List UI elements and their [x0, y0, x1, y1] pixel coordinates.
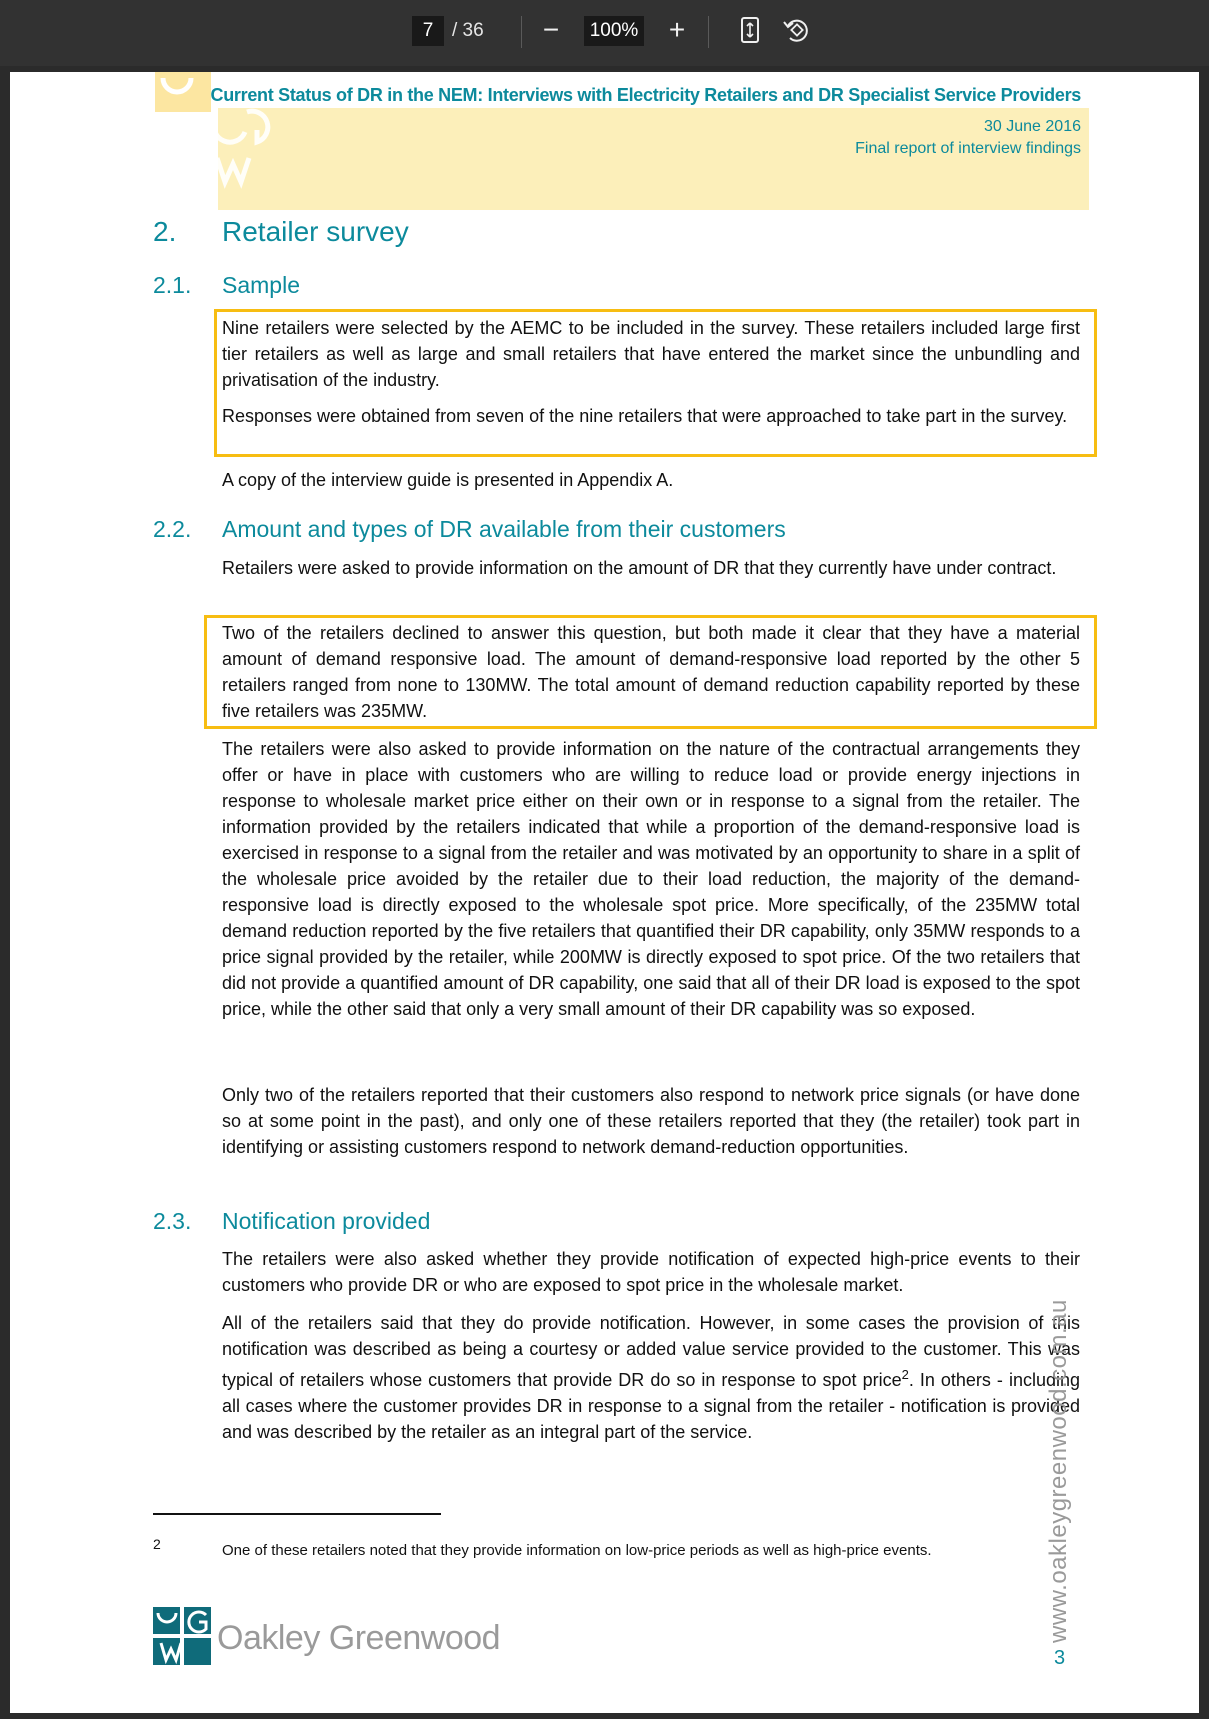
paragraph: Retailers were asked to provide information on the amount of DR that they currently have under contract. — [222, 558, 1057, 578]
footnote-text: One of these retailers noted that they provide information on low-price periods as well as high-price events. — [222, 1542, 932, 1559]
subsection-heading — [153, 1208, 430, 1235]
subsection-number: 2.3. — [153, 1208, 192, 1234]
subsection-title: Sample — [222, 272, 300, 298]
zoom-in-button[interactable]: + — [668, 14, 686, 45]
footnote-divider — [153, 1513, 441, 1515]
subsection-number: 2.1. — [153, 272, 192, 298]
toolbar-divider — [708, 16, 709, 48]
paragraph: A copy of the interview guide is presented in Appendix A. — [222, 470, 674, 490]
paragraph: Responses were obtained from seven of the nine retailers that were approached to take part in the survey. — [222, 406, 1068, 426]
header-date: 30 June 2016 — [984, 118, 1081, 135]
paragraph: The retailers were also asked to provide information on the nature of the contractual arrangements they offer or have in place with customers who are willing to reduce load or provide energy injections in response to wholesale market price either on their own or in response to a signal from the retailer. The information provided by the retailers indicated that while a proportion of the demand-responsive load is exercised in response to a signal from the retailer and was motivated by an opportunity to share in a split of the wholesale price avoided by the retailer due to their load reduction, the majority of the demand-responsive load is directly exposed to the wholesale spot price. More specifically, of the 235MW total demand reduction reported by the five retailers that quantified their DR capability, only 35MW responds to a price signal provided by the retailer, while 200MW is directly exposed to spot price. Of the two retailers that did not provide a quantified amount of DR capability, one said that all of their DR load is exposed to the spot price, while the other said that only a very small amount of their DR capability was so exposed. — [222, 739, 1080, 1019]
paragraph-text: . In others - including all cases where the customer provides DR in response to a signal from the retailer - notification is provided and was described by the retailer as an integral part of the service. — [222, 1370, 1080, 1442]
pdf-page — [10, 72, 1199, 1713]
subsection-title: Notification provided — [222, 1208, 431, 1234]
paragraph — [222, 1310, 1080, 1445]
paragraph: Two of the retailers declined to answer this question, but both made it clear that they have a material amount of demand responsive load. The amount of demand-responsive load reported by the other 5 retailers ranged from none to 130MW. The total amount of demand reduction capability reported by these five retailers was 235MW. — [222, 623, 1080, 721]
rotate-button[interactable] — [782, 16, 812, 46]
footnote-number: 2 — [153, 1536, 161, 1552]
footnote-reference[interactable]: 2 — [901, 1367, 909, 1382]
header-title: Current Status of DR in the NEM: Interviews with Electricity Retailers and DR Specialist Service Providers — [210, 85, 1081, 105]
subsection-heading — [153, 272, 300, 299]
toolbar-divider — [521, 16, 522, 48]
fit-page-icon — [739, 16, 761, 44]
paragraph: Nine retailers were selected by the AEMC to be included in the survey. These retailers included large first tier retailers as well as large and small retailers that have entered the market since the unbundling and privatisation of the industry. — [222, 318, 1080, 390]
section-number: 2. — [153, 216, 177, 247]
zoom-out-button[interactable]: − — [542, 14, 560, 45]
section-title: Retailer survey — [222, 216, 409, 247]
zoom-level-input[interactable]: 100% — [584, 16, 644, 46]
paragraph-text: All of the retailers said that they do provide notification. However, in some cases the provision of this notification was described as being a courtesy or added value service provided to the customer. This was typical of retailers whose customers that provide DR do so in response to spot price — [222, 1313, 1080, 1390]
rotate-icon — [782, 16, 812, 44]
side-website-url: www.oakleygreenwood.com.au — [1045, 1299, 1072, 1643]
section-heading — [153, 216, 409, 248]
subsection-number: 2.2. — [153, 516, 192, 542]
paragraph: The retailers were also asked whether they provide notification of expected high-price events to their customers who provide DR or who are exposed to spot price in the wholesale market. — [222, 1249, 1080, 1295]
oakley-greenwood-logo-icon — [153, 1607, 211, 1665]
subsection-title: Amount and types of DR available from their customers — [222, 516, 786, 542]
subsection-heading — [153, 516, 786, 543]
fit-page-button[interactable] — [735, 16, 765, 46]
header-subtitle: Final report of interview findings — [855, 140, 1081, 157]
pdf-toolbar — [0, 0, 1209, 66]
page-number-input[interactable]: 7 — [412, 16, 444, 46]
footer-brand-name: Oakley Greenwood — [217, 1619, 501, 1657]
total-pages-label: / 36 — [452, 20, 484, 41]
paragraph: Only two of the retailers reported that their customers also respond to network price signals (or have done so at some point in the past), and only one of these retailers reported that they (the retailer) took part in identifying or assisting customers respond to network demand-reduction opportunities. — [222, 1085, 1080, 1157]
page-number: 3 — [1054, 1647, 1066, 1669]
